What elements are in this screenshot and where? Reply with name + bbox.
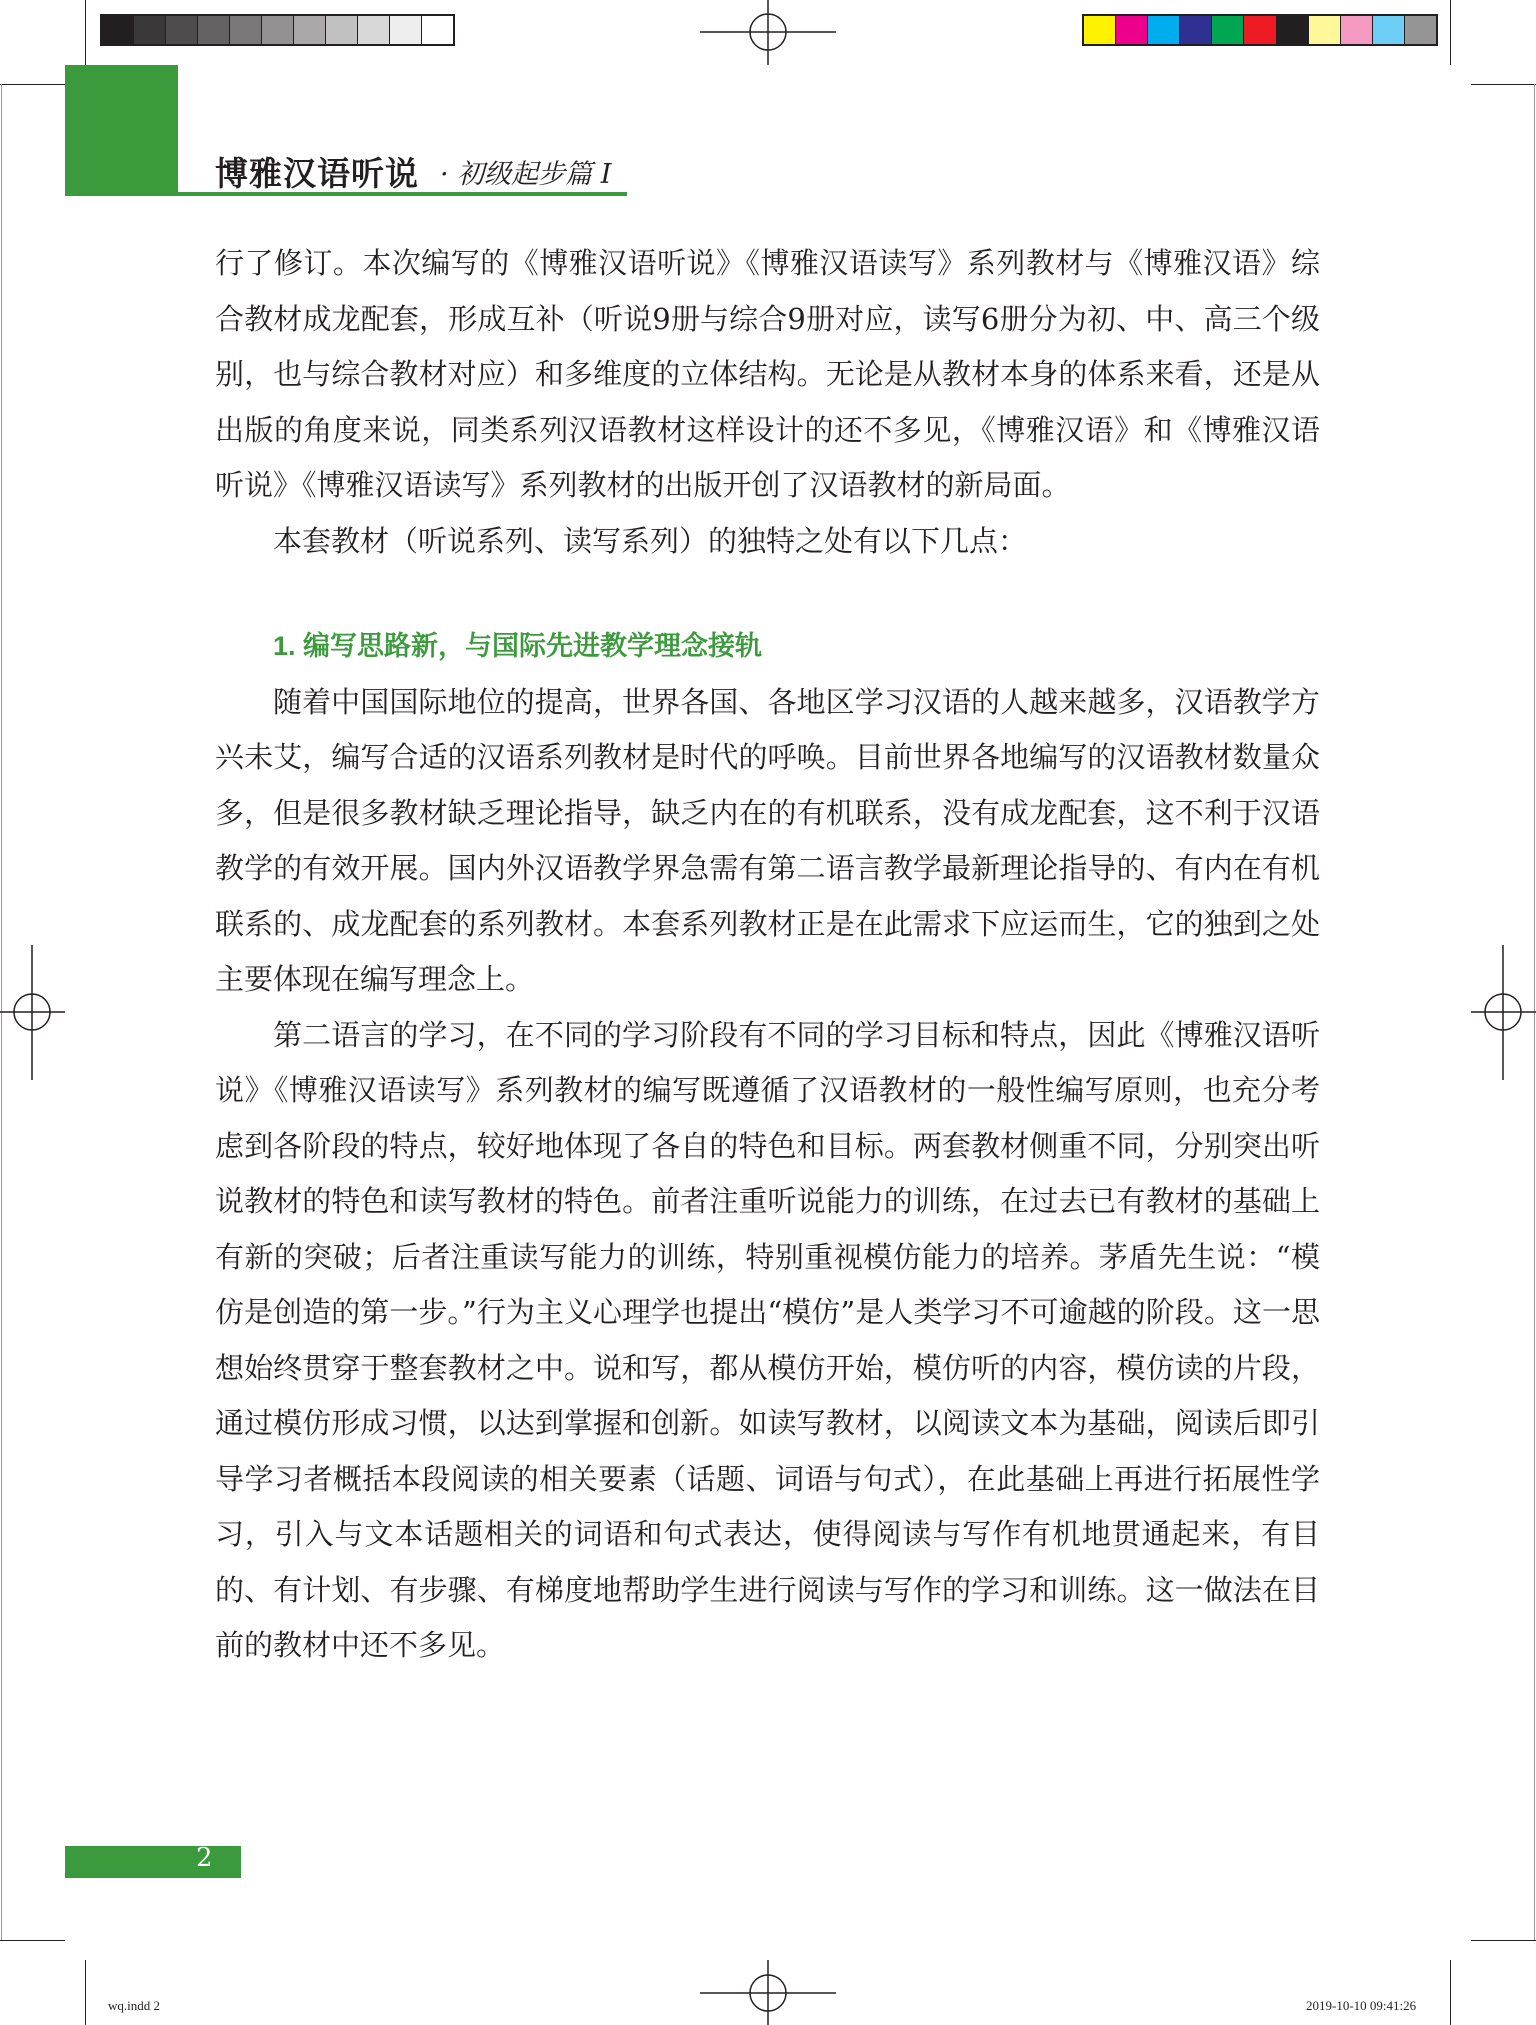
book-subtitle: · 初级起步篇 I — [440, 159, 612, 190]
book-title: 博雅汉语听说 — [215, 154, 419, 193]
section-heading: 1. 编写思路新，与国际先进教学理念接轨 — [273, 631, 763, 661]
paragraph: 行了修订。本次编写的《博雅汉语听说》《博雅汉语读写》系列教材与《博雅汉语》综合教材成龙配套，形成互补（听说9册与综合9册对应，读写6册分为初、中、高三个级别，也与综合教材对应）和多维度的立体结构。无论是从教材本身的体系来看，还是从出版的角度来说，同类系列汉语教材这样设计的还不多见，《博雅汉语》和《博雅汉语听说》《博雅汉语读写》系列教材的出版开创了汉语教材的新局面。 — [215, 246, 1320, 502]
body-text — [215, 236, 1320, 1674]
paragraph: 随着中国国际地位的提高，世界各国、各地区学习汉语的人越来越多，汉语教学方兴未艾，编写合适的汉语系列教材是时代的呼唤。目前世界各地编写的汉语教材数量众多，但是很多教材缺乏理论指导，缺乏内在的有机联系，没有成龙配套，这不利于汉语教学的有效开展。国内外汉语教学界急需有第二语言教学最新理论指导的、有内在有机联系的、成龙配套的系列教材。本套系列教材正是在此需求下应运而生，它的独到之处主要体现在编写理念上。 — [215, 684, 1320, 996]
paragraph: 本套教材（听说系列、读写系列）的独特之处有以下几点： — [273, 523, 1028, 558]
file-info: wq.indd 2 — [108, 1998, 160, 2013]
print-timestamp: 2019-10-10 09:41:26 — [1306, 1998, 1417, 2013]
page-number-bar — [65, 1846, 241, 1878]
header-accent-block — [65, 65, 178, 195]
paragraph: 第二语言的学习，在不同的学习阶段有不同的学习目标和特点，因此《博雅汉语听说》《博雅汉语读写》系列教材的编写既遵循了汉语教材的一般性编写原则，也充分考虑到各阶段的特点，较好地体现了各自的特色和目标。两套教材侧重不同，分别突出听说教材的特色和读写教材的特色。前者注重听说能力的训练，在过去已有教材的基础上有新的突破；后者注重读写能力的训练，特别重视模仿能力的培养。茅盾先生说：“模仿是创造的第一步。”行为主义心理学也提出“模仿”是人类学习不可逾越的阶段。这一思想始终贯穿于整套教材之中。说和写，都从模仿开始，模仿听的内容，模仿读的片段，通过模仿形成习惯，以达到掌握和创新。如读写教材，以阅读文本为基础，阅读后即引导学习者概括本段阅读的相关要素（话题、词语与句式），在此基础上再进行拓展性学习，引入与文本话题相关的词语和句式表达，使得阅读与写作有机地贯通起来，有目的、有计划、有步骤、有梯度地帮助学生进行阅读与写作的学习和训练。这一做法在目前的教材中还不多见。 — [215, 1017, 1320, 1662]
page-number: 2 — [196, 1843, 213, 1873]
